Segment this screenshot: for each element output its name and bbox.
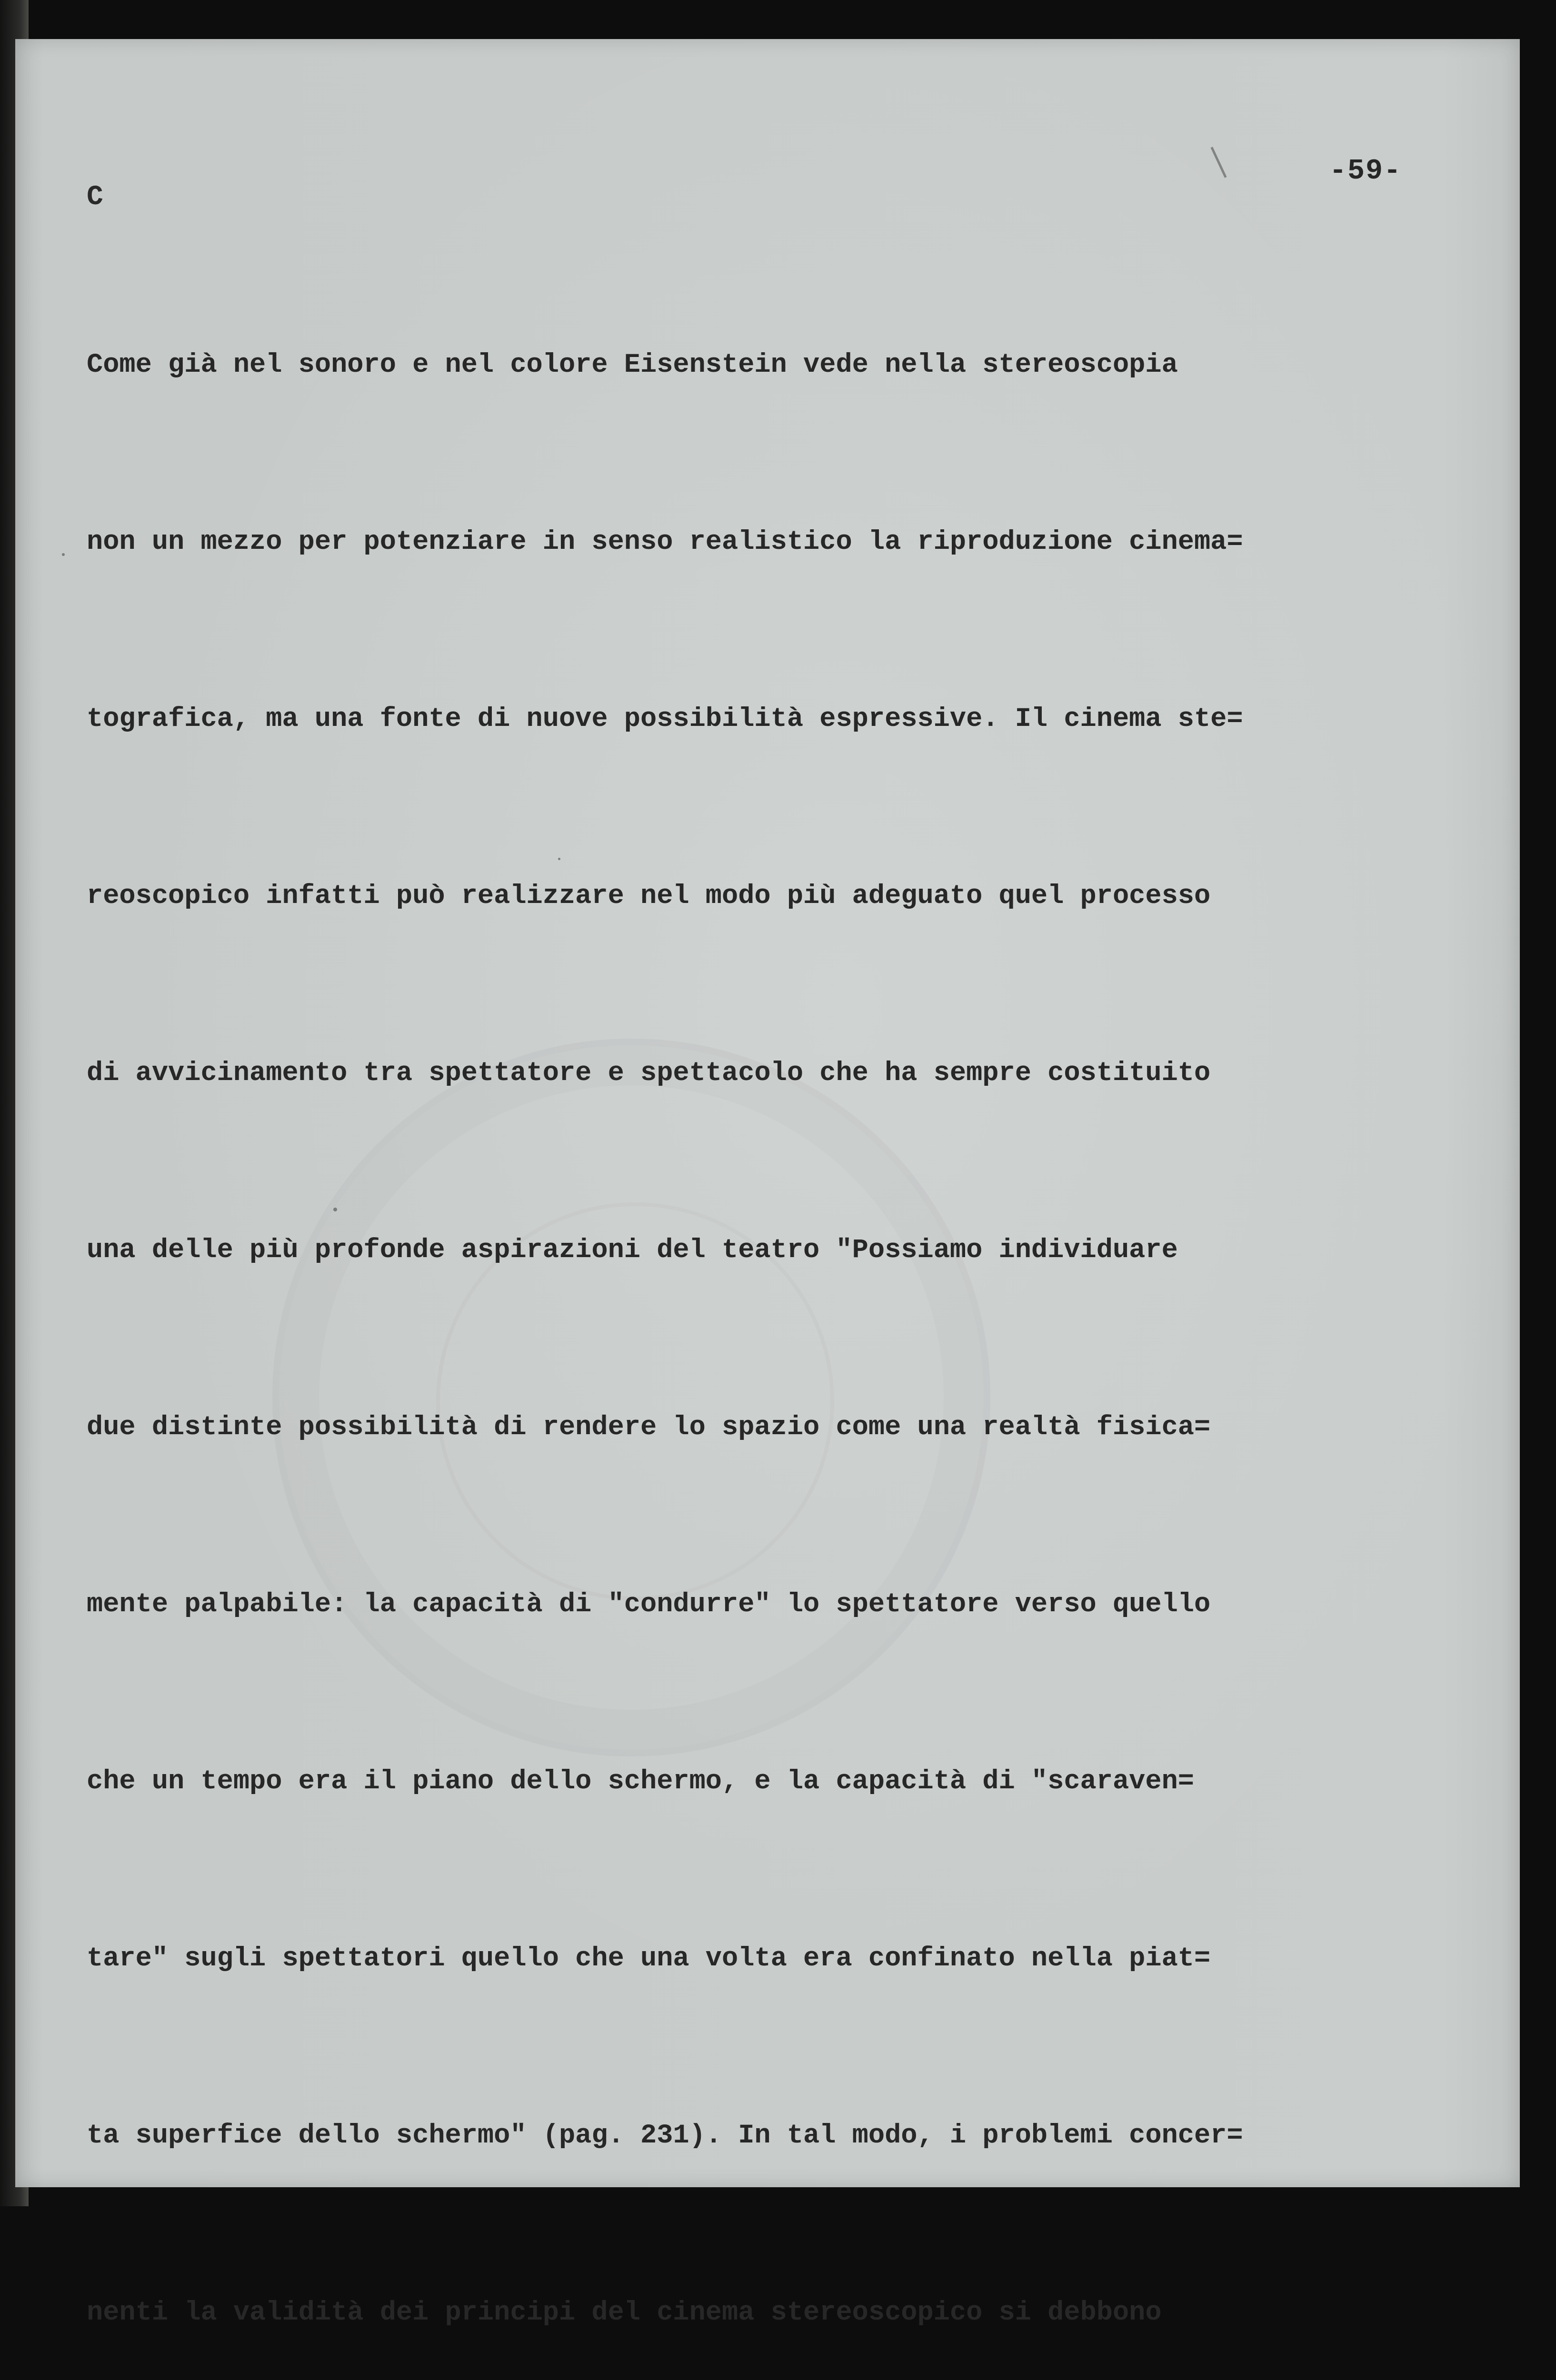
- text-line: Come già nel sonoro e nel colore Eisenstein vede nella stereoscopia: [87, 350, 1178, 380]
- text-line: nenti la validità dei principi del cinema stereoscopico si debbono: [87, 2298, 1162, 2328]
- text-line: reoscopico infatti può realizzare nel modo più adeguato quel processo: [87, 881, 1211, 912]
- text-line: di avvicinamento tra spettatore e spettacolo che ha sempre costituito: [87, 1058, 1211, 1089]
- paper-speck: [558, 858, 560, 860]
- text-line: tare" sugli spettatori quello che una volta era confinato nella piat=: [87, 1944, 1211, 1974]
- text-line: tografica, ma una fonte di nuove possibilità espressive. Il cinema ste=: [87, 704, 1243, 734]
- text-line: ta superfice dello schermo" (pag. 231). In tal modo, i problemi concer=: [87, 2121, 1243, 2151]
- typewritten-paragraph: [87, 218, 1448, 2380]
- text-line: non un mezzo per potenziare in senso realistico la riproduzione cinema=: [87, 527, 1243, 557]
- paper-speck: [333, 1208, 337, 1211]
- text-line: due distinte possibilità di rendere lo spazio come una realtà fisica=: [87, 1412, 1211, 1443]
- paper-speck: [62, 553, 65, 556]
- text-line: una delle più profonde aspirazioni del teatro "Possiamo individuare: [87, 1235, 1178, 1266]
- pencil-tick-mark: [1210, 147, 1227, 178]
- document-page: [15, 39, 1520, 2328]
- text-line: che un tempo era il piano dello schermo, e la capacità di "scaraven=: [87, 1766, 1194, 1797]
- page-number: -59-: [1329, 155, 1402, 188]
- text-line: mente palpabile: la capacità di "condurre" lo spettatore verso quello: [87, 1589, 1211, 1620]
- corner-mark-letter: C: [87, 182, 103, 213]
